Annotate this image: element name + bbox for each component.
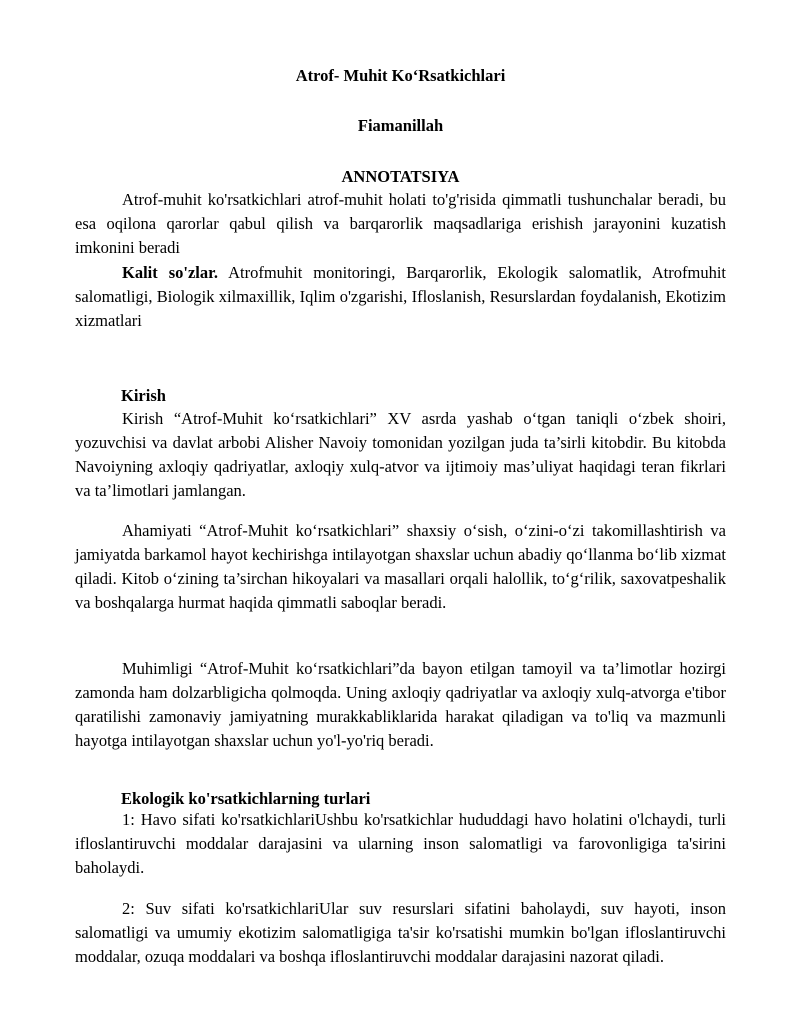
types-paragraph-1: 1: Havo sifati ko'rsatkichlariUshbu ko'rsatkichlar hududdagi havo holatini o'lchaydi, turli ifloslantiruvchi moddalar darajasini va ularning inson salomatligi va farovonligiga ta'sirini baholaydi. [75, 810, 726, 877]
intro-paragraph-3: Muhimligi “Atrof-Muhit ko‘rsatkichlari”da bayon etilgan tamoyil va ta’limotlar hozirgi zamonda ham dolzarbligicha qolmoqda. Uning axloqiy qadriyatlar va axloqiy xulq-atvorga e'tibor qaratilishi zamonaviy jamiyatning murakkabliklarida harakat qiladigan va to'liq va mazmunli hayotga intilayotgan shaxslar uchun yo'l-yo'riq beradi. [75, 659, 726, 750]
keywords-paragraph [75, 261, 726, 333]
intro-paragraph-1: Kirish “Atrof-Muhit ko‘rsatkichlari” XV asrda yashab o‘tgan taniqli o‘zbek shoiri, yozuvchisi va davlat arbobi Alisher Navoiy tomonidan yozilgan juda ta’sirli kitobdir. Bu kitobda Navoiyning axloqiy qadriyatlar, axloqiy xulq-atvor va ijtimoiy mas’uliyat haqidagi teran fikrlari va ta’limotlari jamlangan. [75, 409, 726, 500]
author-name: Fiamanillah [357, 116, 444, 135]
types-paragraph-2: 2: Suv sifati ko'rsatkichlariUlar suv resurslari sifatini baholaydi, suv hayoti, inson salomatligi va umumiy ekotizim salomatligiga ta'sir ko'rsatishi mumkin bo'lgan ifloslantiruvchi moddalar, ozuqa moddalari va boshqa ifloslantiruvchi moddalar darajasini nazorat qiladi. [75, 899, 726, 966]
types-heading: Ekologik ko'rsatkichlarning turlari [121, 789, 371, 808]
keywords-text: Atrofmuhit monitoringi, Barqarorlik, Ekologik salomatlik, Atrofmuhit salomatligi, Biologik xilmaxillik, Iqlim o'zgarishi, Ifloslanish, Resurslardan foydalanish, Ekotizim xizmatlari [75, 263, 726, 330]
intro-heading: Kirish [121, 386, 166, 405]
document-title: Atrof- Muhit Ko‘Rsatkichlari [295, 66, 506, 85]
annotation-heading: ANNOTATSIYA [341, 167, 460, 186]
keywords-label: Kalit so'zlar. [122, 263, 219, 282]
annotation-paragraph: Atrof-muhit ko'rsatkichlari atrof-muhit holati to'g'risida qimmatli tushunchalar beradi, bu esa oqilona qarorlar qabul qilish va barqarorlik maqsadlariga erishish jarayonini kuzatish imkonini beradi [75, 190, 726, 257]
intro-paragraph-2: Ahamiyati “Atrof-Muhit ko‘rsatkichlari” shaxsiy o‘sish, o‘zini-o‘zi takomillashtirish va jamiyatda barkamol hayot kechirishga intilayotgan shaxslar uchun abadiy qo‘llanma bo‘lib xizmat qiladi. Kitob o‘zining ta’sirchan hikoyalari va masallari orqali halollik, to‘g‘rilik, saxovatpeshalik va boshqalarga hurmat haqida qimmatli saboqlar beradi. [75, 521, 726, 612]
